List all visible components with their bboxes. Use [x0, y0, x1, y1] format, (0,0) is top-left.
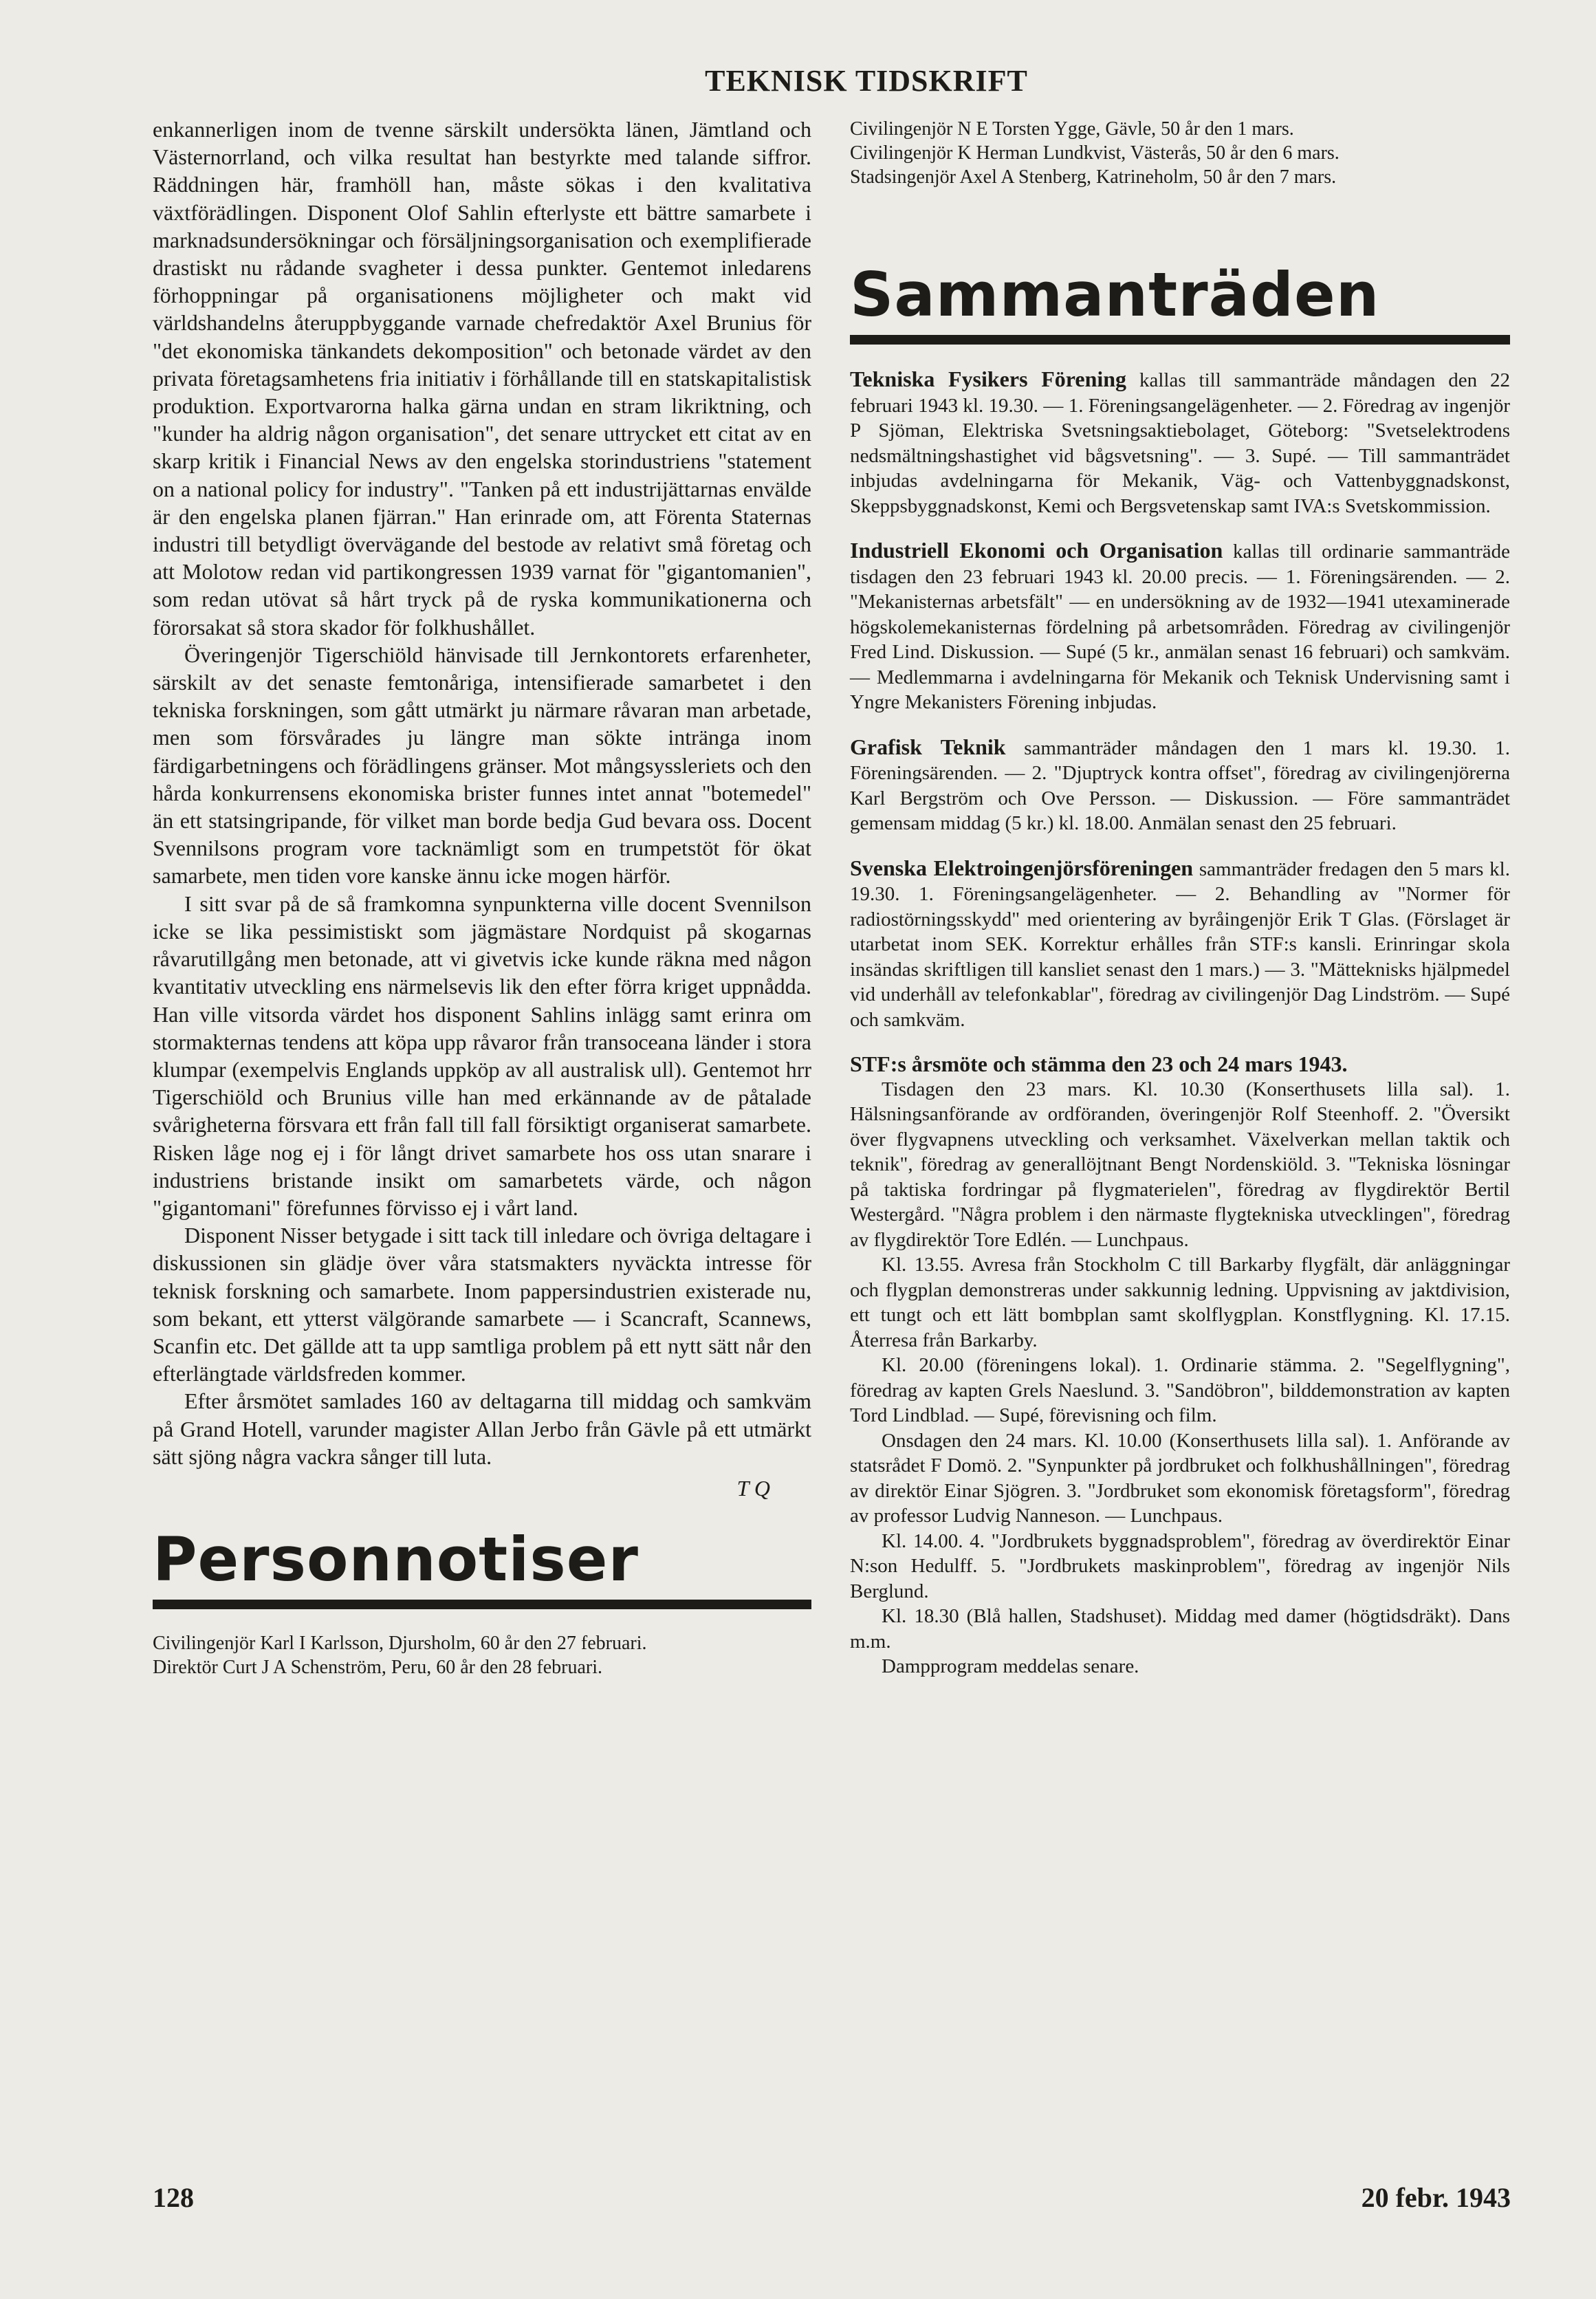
stf-title: STF:s årsmöte och stämma den 23 och 24 mars 1943. [850, 1052, 1348, 1076]
person-notice: Civilingenjör Karl I Karlsson, Djursholm, 60 år den 27 februari. [153, 1633, 647, 1655]
issue-date: 20 febr. 1943 [1361, 2182, 1511, 2213]
meeting-title: Tekniska Fysikers Förening [850, 367, 1127, 391]
section-rule [153, 1600, 811, 1609]
meeting-notice [850, 734, 1510, 836]
meeting-title: Industriell Ekonomi och Organisation [850, 538, 1223, 563]
meeting-notice [850, 538, 1510, 715]
journal-header: TEKNISK TIDSKRIFT [705, 64, 1028, 98]
stf-paragraph: Kl. 18.30 (Blå hallen, Stadshuset). Middag med damer (högtidsdräkt). Dans m.m. [850, 1605, 1510, 1653]
page-number: 128 [153, 2182, 194, 2213]
article-paragraph: Efter årsmötet samlades 160 av deltagarna till middag och samkväm på Grand Hotell, varunder magister Allan Jerbo från Gävle på ett utmärkt sätt sjöng några vackra sånger till luta. [153, 1388, 811, 1469]
stf-paragraph: Onsdagen den 24 mars. Kl. 10.00 (Konserthusets lilla sal). 1. Anförande av statsrådet F Domö. 2. "Synpunkter på jordbruket och folkhushållningen", föredrag av direktör Einar Sjögren. 3. "Jordbruket som ekonomisk företagsform", föredrag av professor Ludvig Nanneson. — Lunchpaus. [850, 1429, 1510, 1527]
article-paragraph: I sitt svar på de så framkomna synpunkterna ville docent Svennilson icke se lika pessimistiskt som jägmästare Nordquist på skogarnas råvarutillgång men betonade, att vi givetvis icke kunde räkna med någon kvantitativ utveckling ens närmelsevis lik den efter förra kriget uppnådda. Han ville vitsorda värdet hos disponent Sahlins inlägg samt erinra om stormakternas tendens att köpa upp råvaror från transoceana länder i stora klumpar (exempelvis Englands uppköp av all australisk ull). Gentemot hrr Tigerschiöld och Brunius ville han med erkännande av de påtalade svårigheterna försvara ett från fall till fall försiktigt organiserat samarbete. Risken låge nog ej i för långt drivet samarbete hos oss utan snarare i industriens bristande insikt om samarbetets värde, och någon "gigantomani" förefunnes förvisso ej i vårt land. [153, 891, 811, 1220]
article-paragraph: Överingenjör Tigerschiöld hänvisade till Jernkontorets erfarenheter, särskilt av det senaste femtonåriga, intensifierade samarbetet i den tekniska forskningen, som gått utmärkt ju närmare råvaran man arbetade, men som försvårades ju längre man sökte inträngа inom färdigarbetningens och förädlingens gränser. Mot mångsyssleriets och den hårda konkurrensens ekonomiska brister funnes intet annat "botemedel" än ett statsingripande, för vilket man borde bedja Gud bevara oss. Docent Svennilsons program vore tacknämligt som en trumpetstöt för ökat samarbete, men tiden vore kanske ännu icke mogen härför. [153, 642, 811, 889]
meeting-text: kallas till ordinarie sammanträde tisdagen den 23 februari 1943 kl. 20.00 precis. — 1. Föreningsärenden. — 2. "Mekanisternas arbetsfält" — en undersökning av de 1932—1941 utexaminerade högskolemekanisternas fördelning på arbetsområden. Föredrag av civilingenjör Fred Lind. Diskussion. — Supé (5 kr., anmälan senast 16 februari) och samkväm. — Medlemmarna i avdelningarna för Mekanik och Teknisk Undervisning samt i Yngre Mekanisters Förening inbjudas. [850, 541, 1511, 713]
meeting-title: Grafisk Teknik [850, 734, 1006, 759]
person-notice: Civilingenjör K Herman Lundkvist, Västerås, 50 år den 6 mars. [850, 142, 1340, 164]
person-notice: Civilingenjör N E Torsten Ygge, Gävle, 50 år den 1 mars. [850, 118, 1294, 140]
stf-paragraph: Kl. 20.00 (föreningens lokal). 1. Ordinarie stämma. 2. "Segelflygning", föredrag av kapten Grels Naeslund. 3. "Sandöbron", bilddemonstration av kapten Tord Lindblad. — Supé, förevisning och film. [850, 1354, 1510, 1426]
article-paragraph: Disponent Nisser betygade i sitt tack till inledare och övriga deltagare i diskussionen sin glädje över våra statsmakters nyväckta intresse för teknisk forskning och samarbete. Inom pappersindustrien existerade nu, som bekant, ett ytterst välgörande samarbete — i Scancraft, Scannews, Scanfin etc. Det gällde att ta upp samtliga problem på ett nytt sätt når den efterlängtade världsfreden kommer. [153, 1223, 811, 1386]
stf-paragraph: Kl. 14.00. 4. "Jordbrukets byggnadsproblem", föredrag av överdirektör Einar N:son Hedulff. 5. "Jordbrukets maskinproblem", föredrag av ingenjör Nils Berglund. [850, 1529, 1510, 1602]
meeting-title: Svenska Elektroingenjörsföreningen [850, 855, 1194, 880]
stf-paragraph: Dampprogram meddelas senare. [882, 1655, 1139, 1677]
meeting-text: sammanträder fredagen den 5 mars kl. 19.30. 1. Föreningsangelägenheter. — 2. Behandling av "Normer för radiostörningsskydd" med orientering av byråingenjör Erik T Glas. (Förslaget är utarbetat inom SEK. Korrektur erhålles från STF:s kansli. Erinringar skola insändas skriftligen till kansliet senast den 1 mars.) — 3. "Mätteknisks hjälpmedel vid underhåll av telefonkablar", föredrag av civilingenjör Dag Lindström. — Supé och samkväm. [850, 858, 1510, 1031]
person-notice: Direktör Curt J A Schenström, Peru, 60 år den 28 februari. [153, 1657, 602, 1679]
stf-paragraph: Kl. 13.55. Avresa från Stockholm C till Barkarby flygfält, där anläggningar och flygplan demonstreras under sakkunnig ledning. Uppvisning av jaktdivision, ett tungt och ett lätt bombplan samt skolflygplan. Konstflygning. Kl. 17.15. Återresa från Barkarby. [850, 1254, 1510, 1351]
person-notice: Stadsingenjör Axel A Stenberg, Katrineholm, 50 år den 7 mars. [850, 166, 1337, 188]
meeting-notice [850, 856, 1510, 1033]
section-title-sammantraden: Sammanträden [850, 259, 1380, 330]
section-rule [850, 335, 1510, 345]
author-signature: T Q [736, 1475, 770, 1501]
right-column [850, 117, 1510, 1679]
article-paragraph: enkannerligen inom de tvenne särskilt undersökta länen, Jämtland och Västernorrland, och vilka resultat han bestyrkte med talande siffror. Räddningen här, framhöll han, måste sökas i den kvalitativa växtförädlingen. Disponent Olof Sahlin efterlyste ett bättre samarbete i marknadsundersökningar och försäljningsorganisation och exemplifierade drastiskt nu rådande svagheter i dessa punkter. Gentemot inledarens förhoppningar på organisationens möjligheter och makt vid världshandelns återuppbyggande varnade chefredaktör Axel Brunius för "det ekonomiska tänkandets dekomposition" och betonade värdet av den privata företagsamhetens fria initiativ i förhållande till en statskapitalistisk produktion. Exportvarorna halka gärna undan en stram likriktning, och "kunder ha aldrig någon organisation", det senare uttrycket ett citat av en skarp kritik i Financial News av den engelska storindustriens "statement on a national policy for industry". "Tanken på ett industrijättarnas envälde är den engelska planen fjärran." Han erinrade om, att Förenta Staternas industri till betydligt övervägande del bestode av relativt små företag och att Molotow redan vid partikongressen 1939 varnat för "gigantomanien", som redan utövat så hårt tryck på de ryska kommunikationerna och förorsakat så stora skador för folkhushållet. [153, 117, 811, 640]
meeting-text: sammanträder måndagen den 1 mars kl. 19.30. 1. Föreningsärenden. — 2. "Djuptryck kontra offset", föredrag av civilingenjörerna Karl Bergström och Ove Persson. — Diskussion. — Före sammanträdet gemensam middag (5 kr.) kl. 18.00. Anmälan senast den 25 februari. [850, 737, 1511, 834]
section-title-personnotiser: Personnotiser [153, 1524, 639, 1595]
left-column [153, 116, 811, 1679]
meeting-notice [850, 367, 1510, 519]
stf-paragraph: Tisdagen den 23 mars. Kl. 10.30 (Konserthusets lilla sal). 1. Hälsningsanförande av ordföranden, överingenjör Rolf Steenhoff. 2. "Översikt över flygvapnens utveckling och verksamhet. Växelverkan mellan taktik och teknik", föredrag av generallöjtnant Bengt Nordenskiöld. 3. "Tekniska lösningar på taktiska fordringar på flygmaterielen", föredrag av flygdirektör Bertil Westergård. "Några problem i den närmaste flygtekniska utvecklingen", föredrag av flygdirektör Tore Edlén. — Lunchpaus. [850, 1078, 1510, 1251]
stf-annual-meeting [850, 1052, 1510, 1679]
meeting-text: kallas till sammanträde måndagen den 22 februari 1943 kl. 19.30. — 1. Föreningsangelägenheter. — 2. Föredrag av ingenjör P Sjöman, Elektriska Svetsningsaktiebolaget, Göteborg: "Svetselektrodens nedsmältningshastighet vid bågsvetsning". — 3. Supé. — Till sammanträdet inbjudas avdelningarna för Mekanik, Väg- och Vattenbyggnadskonst, Skeppsbyggnadskonst, Kemi och Bergsvetenskap samt IVA:s Svetskommission. [850, 369, 1511, 517]
